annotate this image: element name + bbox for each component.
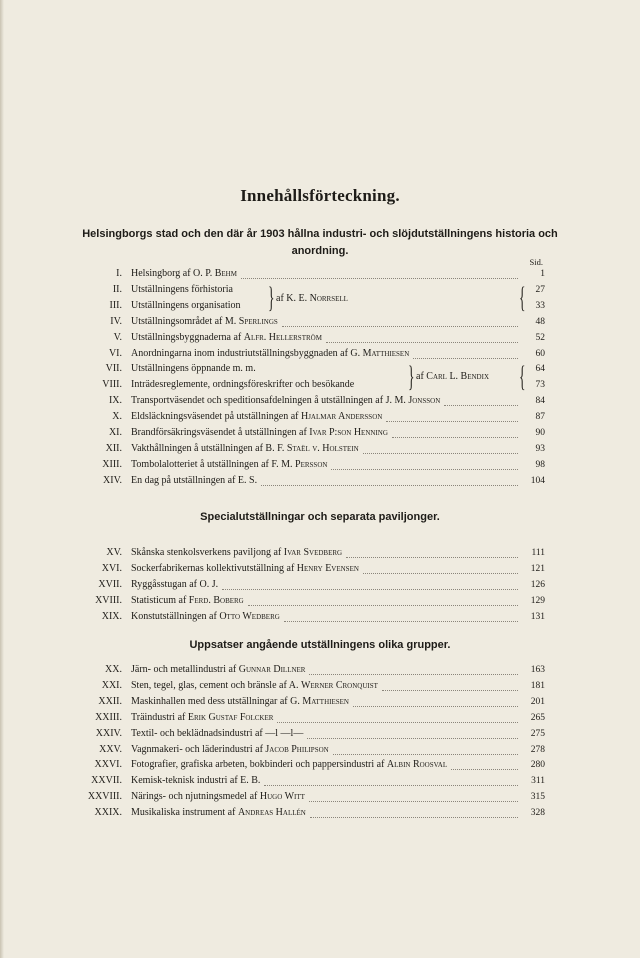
entry-page: 60 [535, 348, 545, 359]
entry-page: 73 [535, 380, 545, 391]
entry-title [131, 805, 306, 821]
entry-title [131, 361, 256, 377]
entry-title [131, 545, 342, 561]
entry-text: Textil- och beklädnadsindustri af —l —l— [131, 727, 304, 739]
entry-text: Transportväsendet och speditionsafdelningen å utställningen af J. M. [131, 395, 409, 407]
entry-number: VII. [105, 363, 122, 375]
entry-title [131, 593, 244, 609]
entry-number: XXV. [99, 743, 122, 755]
entry-text: Utställningsbyggnaderna af [131, 331, 244, 343]
entry-title [131, 266, 237, 282]
entry-number: V. [113, 331, 122, 343]
entry-page: 280 [530, 760, 545, 771]
entry-author: Behm [214, 268, 237, 279]
entry-text: Eldsläckningsväsendet på utställningen af [131, 411, 301, 423]
entry-title [131, 609, 280, 625]
toc-entry [0, 409, 640, 425]
toc-entry [0, 678, 640, 694]
entry-number: XIV. [103, 474, 122, 486]
entry-text: Närings- och njutningsmedel af [131, 791, 260, 803]
leader-dots [326, 326, 518, 343]
entry-page: 201 [530, 696, 545, 707]
entry-title [131, 742, 329, 758]
entry-text: Utställningens öppnande m. m. [131, 363, 256, 375]
toc-entry [0, 726, 640, 742]
entry-title [131, 425, 388, 441]
entry-text: Brandförsäkringsväsendet å utställningen af [131, 427, 310, 438]
entry-number: XXVI. [94, 759, 122, 771]
entry-page: 311 [531, 776, 545, 787]
leader-dots [309, 658, 518, 675]
entry-author: Sperlings [238, 315, 278, 327]
entry-page: 52 [535, 332, 545, 343]
toc-entry [0, 346, 640, 362]
group-author-prefix: af K. E. [276, 293, 310, 304]
toc-entry [0, 609, 640, 625]
leader-dots [307, 722, 518, 739]
leader-dots [363, 437, 518, 454]
entry-page: 33 [535, 300, 545, 311]
group-author-name: Carl L. Bendix [426, 371, 490, 382]
entry-author: Ivar P:son Henning [309, 427, 388, 438]
entry-title [131, 710, 273, 726]
entry-text: Skånska stenkolsverkens paviljong af [131, 547, 284, 558]
entry-number: XX. [105, 664, 122, 675]
entry-title [131, 409, 382, 425]
entry-page: 48 [535, 316, 545, 327]
entry-number: XXVIII. [87, 791, 122, 803]
entry-author: Andreas Hallén [237, 807, 306, 819]
right-brace: { [518, 360, 526, 393]
entry-text: Sten, tegel, glas, cement och bränsle af A. [131, 679, 301, 691]
toc-entry [0, 330, 640, 346]
entry-page: 265 [530, 712, 545, 723]
entry-author: Albin Roosval [386, 759, 448, 771]
toc-entry [0, 393, 640, 409]
leader-dots [331, 453, 518, 470]
entry-number: II. [112, 283, 122, 295]
entry-text: Konstutställningen af [131, 610, 220, 622]
entry-page: 64 [535, 364, 545, 375]
leader-dots [261, 469, 518, 486]
entry-text: Kemisk-teknisk industri af E. B. [131, 775, 261, 787]
entry-page: 315 [530, 792, 545, 803]
entry-author: Matthiesen [302, 695, 349, 707]
entry-page: 328 [530, 808, 545, 819]
entry-author: Ferd. Boberg [188, 594, 244, 606]
toc-entry [0, 545, 640, 561]
entry-page: 27 [535, 284, 545, 295]
entry-page: 93 [535, 443, 545, 454]
page-title: Innehållsförteckning. [240, 186, 400, 205]
entry-author: Ivar Svedberg [283, 547, 343, 558]
left-brace: } [407, 360, 415, 393]
entry-number: XXVII. [91, 775, 122, 787]
entry-number: XVII. [98, 578, 122, 590]
leader-dots [310, 801, 518, 818]
entry-author: Hugo Witt [259, 791, 305, 803]
toc-entry [0, 473, 640, 489]
leader-dots [222, 573, 518, 590]
section-heading-3: Uppsatser angående utställningens olika grupper. [189, 639, 451, 651]
entry-author: Staël v. Holstein [286, 442, 359, 454]
entry-page: 90 [535, 428, 545, 438]
entry-text: Statisticum af [131, 594, 189, 606]
toc-entry [0, 662, 640, 678]
entry-text: Träindustri af [131, 711, 188, 723]
entry-text: Maskinhallen med dess utställningar af G. [131, 695, 303, 707]
entry-author: Hjalmar Andersson [300, 411, 383, 423]
entry-number: I. [116, 268, 122, 279]
group-author-2 [416, 369, 489, 385]
entry-number: XVIII. [95, 594, 122, 606]
leader-dots [309, 785, 518, 802]
entry-page: 84 [535, 396, 545, 407]
leader-dots [444, 389, 518, 406]
entry-page: 275 [530, 728, 545, 739]
entry-number: IX. [108, 395, 122, 407]
leader-dots [392, 421, 518, 438]
entry-number: XXI. [101, 679, 122, 691]
entry-page: 126 [530, 579, 545, 590]
toc-entry [0, 377, 640, 393]
entry-text: Helsingborg af O. P. [131, 268, 215, 279]
toc-entry [0, 314, 640, 330]
entry-number: XI. [108, 427, 122, 438]
toc-entry [0, 742, 640, 758]
section-heading-2: Specialutställningar och separata paviljonger. [200, 511, 440, 523]
entry-title [131, 789, 305, 805]
entry-author: Gunnar Dillner [238, 664, 306, 675]
leader-dots [353, 690, 518, 707]
leader-dots [264, 769, 518, 786]
entry-number: XXIII. [95, 711, 122, 723]
entry-title [131, 314, 278, 330]
entry-title [131, 298, 241, 314]
leader-dots [241, 262, 518, 279]
entry-page: 1 [540, 269, 545, 279]
entry-text: Musikaliska instrument af [131, 807, 238, 819]
entry-author: Erik Gustaf Folcker [187, 711, 274, 723]
leader-dots [451, 753, 518, 770]
entry-number: XV. [106, 547, 122, 558]
entry-number: III. [109, 299, 122, 311]
entry-text: Vagnmakeri- och läderindustri af [131, 743, 266, 755]
entry-page: 129 [530, 595, 545, 606]
leader-dots [382, 674, 518, 691]
entry-text: Utställningsområdet af M. [131, 315, 239, 327]
entry-number: XII. [105, 442, 122, 454]
entry-number: XVI. [101, 562, 122, 574]
entry-page: 111 [531, 548, 545, 558]
leader-dots [363, 557, 518, 574]
entry-text: Vakthållningen å utställningen af B. F. [131, 442, 287, 454]
entry-text: Inträdesreglemente, ordningsföreskrifter och besökande [131, 379, 355, 391]
entry-title [131, 473, 257, 489]
entry-author: Alfr. Hellerström [243, 331, 322, 343]
entry-page: 131 [530, 611, 545, 622]
entry-page: 98 [535, 459, 545, 470]
leader-dots [386, 405, 518, 422]
entry-page: 181 [530, 680, 545, 691]
entry-title [131, 726, 303, 742]
page-column-label: Sid. [529, 257, 543, 267]
entry-number: XXII. [98, 695, 122, 707]
right-brace: { [518, 281, 526, 314]
entry-author: Jacob Philipson [265, 743, 329, 755]
entry-author: Persson [295, 458, 328, 470]
entry-title [131, 282, 233, 298]
entry-title [131, 773, 260, 789]
entry-title [131, 678, 378, 694]
entry-number: XIII. [102, 458, 122, 470]
entry-page: 104 [530, 475, 545, 486]
toc-entry [0, 805, 640, 821]
toc-entry [0, 425, 640, 441]
entry-title [131, 441, 359, 457]
entry-title [131, 330, 322, 346]
section-heading-1: Helsingborgs stad och den där år 1903 hållna industri- och slöjdutställningens historia och anordning. [82, 228, 558, 257]
entry-number: XIX. [101, 610, 122, 622]
group-author-name: Norrsell [309, 293, 348, 304]
entry-author: Henry Evensen [296, 562, 359, 574]
leader-dots [284, 605, 518, 622]
entry-number: X. [112, 411, 122, 423]
entry-page: 87 [535, 412, 545, 423]
leader-dots [413, 342, 518, 359]
entry-text: Anordningarna inom industriutställningsbyggnaden af G. [131, 347, 363, 359]
entry-text: Järn- och metallindustri af [131, 664, 239, 675]
entry-text: Fotografier, grafiska arbeten, bokbinderi och pappersindustri af [131, 759, 387, 771]
group-author-prefix: af [416, 371, 427, 382]
leader-dots [333, 738, 518, 755]
entry-page: 163 [530, 665, 545, 675]
entry-author: Jonsson [408, 395, 441, 407]
toc-entry [0, 441, 640, 457]
entry-number: VI. [108, 347, 122, 359]
entry-number: XXIV. [95, 727, 122, 739]
entry-number: IV. [110, 315, 122, 327]
entry-text: Ryggåsstugan af O. J. [131, 578, 219, 590]
entry-page: 121 [530, 563, 545, 574]
entry-number: VIII. [102, 379, 122, 391]
entry-title [131, 662, 305, 678]
entry-author: Otto Wedberg [219, 610, 280, 622]
leader-dots [346, 541, 518, 558]
leader-dots [248, 589, 518, 606]
toc-entry [0, 266, 640, 282]
group-author-1 [276, 291, 348, 307]
entry-title [131, 346, 409, 362]
entry-title [131, 377, 354, 393]
entry-text: Sockerfabrikernas kollektivutställning af [131, 562, 297, 574]
entry-text: Tombolalotteriet å utställningen af F. M. [131, 458, 296, 470]
leader-dots [282, 310, 518, 327]
leader-dots [277, 706, 518, 723]
toc-entry [0, 361, 640, 377]
entry-title [131, 577, 218, 593]
entry-page: 278 [530, 744, 545, 755]
entry-text: Utställningens organisation [131, 299, 241, 311]
entry-text: Utställningens förhistoria [131, 283, 233, 295]
entry-author: Matthiesen [362, 347, 410, 359]
entry-number: XXIX. [94, 807, 122, 819]
entry-text: En dag på utställningen af E. S. [131, 474, 258, 486]
entry-author: Werner Cronquist [300, 679, 378, 691]
left-brace: } [267, 281, 275, 314]
